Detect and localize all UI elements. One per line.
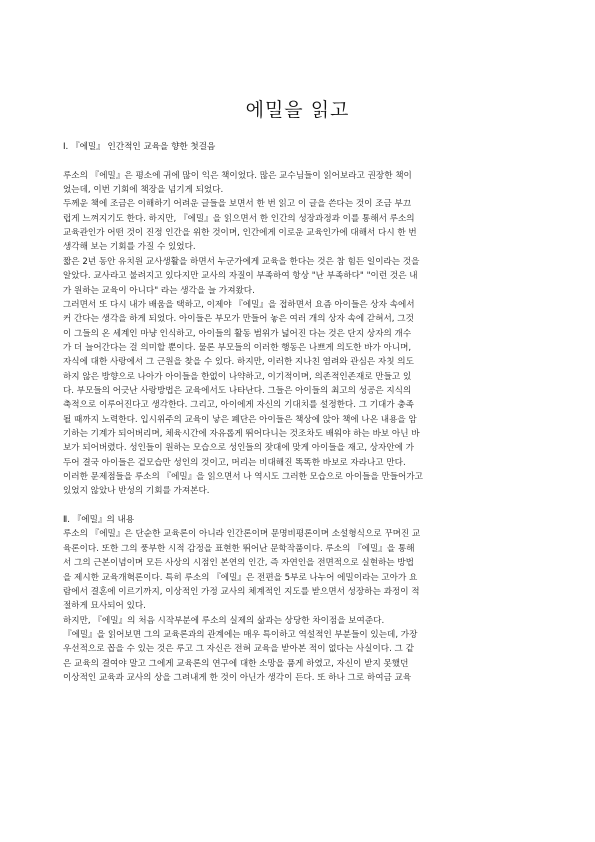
body-text-line: 육론이다. 또한 그의 풍부한 시적 감정을 표현한 뛰어난 문학작품이다. 루소의 『에밀』을 통해 [63,543,415,554]
body-text-line: 절하게 묘사되어 있다. [63,601,146,612]
body-text-line: 보가 되어버렸다. 성인들이 원하는 모습으로 성인들의 잣대에 맞게 아이들을 재고, 상자안에 가 [63,443,414,454]
body-text-line: 축적으로 이루어진다고 생각한다. 그리고, 아이에게 자신의 기대치를 설정한다. 그 기대가 충족 [63,400,414,411]
body-text-line: 루소의 『에밀』은 평소에 귀에 많이 익은 책이었다. 많은 교수님들이 읽어보라고 권장한 책이 [63,170,412,181]
body-text-line: 가 원하는 교육이 아니다" 라는 생각을 늘 가져왔다. [63,285,255,296]
body-text-line: 하지 않은 방향으로 나아가 아이들을 한없이 나약하고, 이기적이며, 의존적인존재로 만들고 있 [63,371,412,382]
body-text-line: 교육관인가 어떤 것이 진정 인간을 위한 것이며, 인간에게 이로운 교육인가에 대해서 다시 한 번 [63,228,417,239]
body-text-line: 짧은 2년 동안 유치원 교사생활을 하면서 누군가에게 교육을 한다는 것은 참 힘든 일이라는 것을 [63,256,420,267]
body-text-line: 알았다. 교사라고 불려지고 있다지만 교사의 자질이 부족하여 항상 "난 부족하다" "이런 것은 내 [63,271,418,282]
body-text-line: 우선적으로 꼽을 수 있는 것은 루고 그 자신은 전혀 교육을 받아본 적이 없다는 사실이다. 그 같 [63,644,414,655]
body-text-line: 『에밀』을 읽어보면 그의 교육론과의 관계에는 매우 특이하고 역설적인 부분들이 있는데, 가장 [63,629,418,640]
body-text-line: 가 더 늘어간다는 걸 의미할 뿐이다. 물론 부모들의 이러한 행동은 나쁘게 의도한 바가 아니며, [63,342,412,353]
body-text-line: 될 때까지 노력한다. 입시위주의 교육이 낳은 폐단은 아이들은 책상에 앉아 책에 나온 내용을 암 [63,414,417,425]
body-text-line: 기하는 기계가 되어버리며, 체육시간에 자유롭게 뛰어다니는 것조차도 배워야 하는 바보 아닌 바 [63,429,420,439]
section-heading: Ⅱ. 『에밀』의 내용 [63,515,135,526]
body-text-line: 이 그들의 온 세계인 마냥 인식하고, 아이들의 활동 범위가 넓어진 다는 것은 단지 상자의 개수 [63,328,412,339]
body-text-line: 서 그의 근본이념이며 모든 사상의 시점인 본연의 인간, 즉 자연인을 전면적으로 실현하는 방법 [63,558,414,569]
document-title: 에밀을 읽고 [245,99,350,121]
body-text-line: 두어 결국 아이들은 겉모습만 성인의 것이고, 머리는 비대해진 똑똑한 바보로 자라나고 만다. [63,457,406,468]
body-text-line: 이상적인 교육과 교사의 상을 그려내게 한 것이 아닌가 생각이 든다. 또 하나 그로 하여금 교육 [63,672,412,683]
body-text-line: 커 간다는 생각을 하게 되었다. 아이들은 부모가 만들어 놓은 여러 개의 상자 속에 갇혀서, 그것 [63,314,414,325]
body-text-line: 자식에 대한 사랑에서 그 근원을 찾을 수 있다. 하지만, 이러한 지나친 염려와 관심은 자칫 의도 [63,357,414,368]
body-text-line: 람에서 결혼에 이르기까지, 이상적인 가정 교사의 체계적인 지도를 받으면서 성장하는 과정이 적 [63,586,420,597]
body-text-line: 그러면서 또 다시 내가 배움을 택하고, 이제야 『에밀』을 접하면서 요즘 아이들은 상자 속에서 [63,299,415,310]
body-text-line: 다. 부모들의 어긋난 사랑방법은 교육에서도 나타난다. 그들은 아이들의 최고의 성공은 지식의 [63,385,412,396]
body-text-line: 었는데, 이번 기회에 책장을 넘기게 되었다. [63,185,224,196]
body-text-line: 루소의 『에밀』은 단순한 교육론이 아니라 인간론이며 문명비평론이며 소설형식으로 꾸며진 교 [63,529,421,540]
body-text-line: 이러한 문제점들을 루소의 『에밀』을 읽으면서 나 역시도 그러한 모습으로 아이들을 만들어가고 [63,472,423,483]
body-text-line: 두께운 책에 조금은 이해하기 어려운 글들을 보면서 한 번 읽고 이 글을 쓴다는 것이 조금 부끄 [63,199,412,210]
body-text-line: 생각해 보는 기회를 가질 수 있었다. [63,242,196,253]
body-text-line: 하지만, 『에밀』의 처음 시작부분에 루소의 실제의 삶과는 상당한 차이점을 보여준다. [63,615,385,626]
body-text-line: 있었지 않았나 반성의 기회를 가져본다. [63,486,210,497]
section-heading: Ⅰ. 『에밀』 인간적인 교육을 향한 첫걸음 [63,142,216,152]
body-text-line: 을 제시한 교육개혁론이다. 특히 루소의 『에밀』은 전편을 5부로 나누어 에밀이라는 고아가 요 [63,572,418,583]
body-text-line: 은 교육의 결여야 말고 그에게 교육론의 연구에 대한 소망을 품게 하였고, 자신이 받지 못했던 [63,658,409,669]
body-text-line: 럽게 느껴지기도 한다. 하지만, 『에밀』을 읽으면서 한 인간의 성장과정과 이를 통해서 루소의 [63,213,415,224]
